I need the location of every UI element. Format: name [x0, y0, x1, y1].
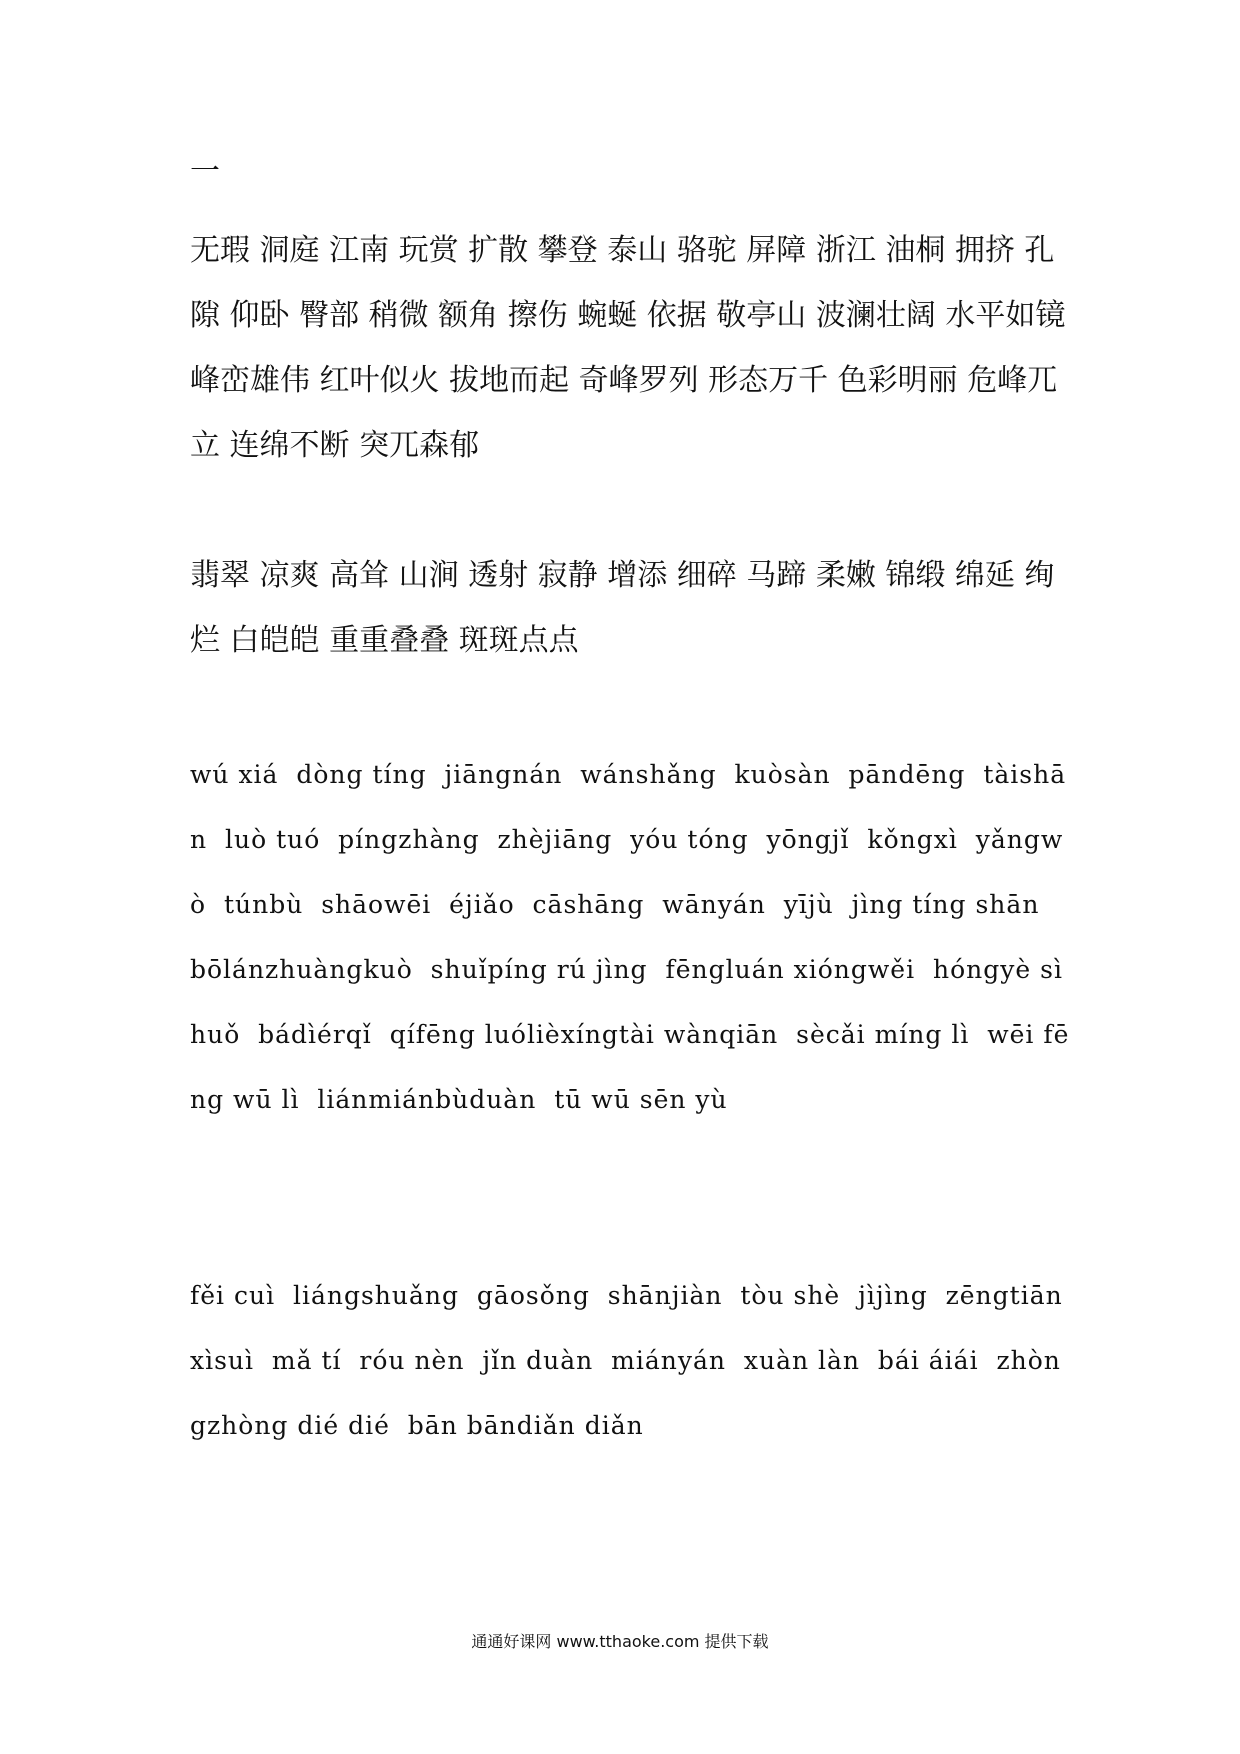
vocabulary-hanzi-paragraph-1: 无瑕 洞庭 江南 玩赏 扩散 攀登 泰山 骆驼 屏障 浙江 油桐 拥挤 孔隙 仰卧 臀部 稍微 额角 擦伤 蜿蜒 依据 敬亭山 波澜壮阔 水平如镜 峰峦雄伟 红叶似火 拔地而起 奇峰罗列 形态万千 色彩明丽 危峰兀立 连绵不断 突兀森郁 [190, 233, 1066, 463]
vocabulary-pinyin-paragraph-2: fěi cuì liángshuǎng gāosǒng shānjiàn tòu shè jìjìng zēngtiān xìsuì mǎ tí róu nèn jǐn duàn miányán xuàn làn bái áiái zhòngzhòng dié dié bān bāndiǎn diǎn [190, 1281, 1081, 1440]
vocabulary-hanzi-paragraph-2: 翡翠 凉爽 高耸 山涧 透射 寂静 增添 细碎 马蹄 柔嫩 锦缎 绵延 绚烂 白皑皑 重重叠叠 斑斑点点 [190, 558, 1055, 658]
section-number: 一 [190, 154, 220, 189]
page-footer: 通通好课网 www.tthaoke.com 提供下载 [471, 1632, 769, 1651]
vocabulary-pinyin-paragraph-1: wú xiá dòng tíng jiāngnán wánshǎng kuòsàn pāndēng tàishān luò tuó píngzhàng zhèjiāng yóu tóng yōngjǐ kǒngxì yǎngwò túnbù shāowēi éjiǎo cāshāng wānyán yījù jìng tíng shān bōlánzhuàngkuò shuǐpíng rú jìng fēngluán xióngwěi hóngyè sì huǒ bádìérqǐ qífēng luólièxíngtài wànqiān sècǎi míng lì wēi fēng wū lì liánmiánbùduàn tū wū sēn yù [190, 760, 1072, 1114]
